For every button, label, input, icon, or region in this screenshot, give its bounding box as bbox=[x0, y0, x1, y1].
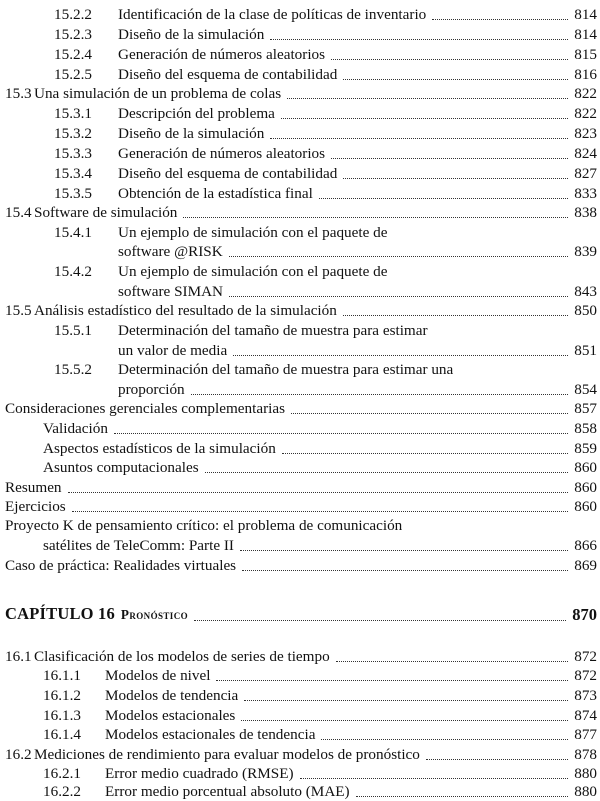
toc-entry bbox=[0, 203, 600, 222]
toc-entry bbox=[0, 5, 600, 24]
dot-leader bbox=[205, 472, 569, 473]
dot-leader bbox=[300, 778, 569, 779]
toc-entry-title: Validación bbox=[43, 420, 108, 437]
toc-entry-title: satélites de TeleComm: Parte II bbox=[43, 537, 234, 554]
toc-entry-title: Identificación de la clase de políticas de inventario bbox=[118, 6, 427, 23]
toc-entry-page: 872 bbox=[574, 648, 597, 665]
dot-leader bbox=[229, 296, 568, 297]
dot-leader bbox=[270, 39, 568, 40]
toc-entry bbox=[0, 686, 600, 705]
toc-entry-number: 15.4 bbox=[5, 204, 32, 221]
dot-leader bbox=[68, 492, 569, 493]
toc-entry-page: 860 bbox=[574, 459, 597, 476]
toc-entry-page: 833 bbox=[574, 185, 597, 202]
toc-entry-page: 878 bbox=[574, 746, 597, 763]
toc-entry-title: Ejercicios bbox=[5, 498, 66, 515]
dot-leader bbox=[72, 511, 568, 512]
toc-entry bbox=[0, 104, 600, 123]
toc-entry-page: 839 bbox=[574, 243, 597, 260]
toc-entry bbox=[0, 725, 600, 744]
toc-entry-title: Descripción del problema bbox=[118, 105, 275, 122]
dot-leader bbox=[331, 158, 568, 159]
toc-entry-page: 880 bbox=[574, 765, 597, 782]
toc-entry bbox=[0, 282, 600, 301]
toc-entry-title: Determinación del tamaño de muestra para estimar bbox=[118, 322, 428, 339]
dot-leader bbox=[244, 700, 568, 701]
toc-entry bbox=[0, 399, 600, 418]
toc-entry-number: 16.1.4 bbox=[43, 726, 81, 743]
dot-leader bbox=[291, 413, 568, 414]
dot-leader bbox=[331, 59, 568, 60]
toc-entry-title: Resumen bbox=[5, 479, 62, 496]
toc-entry-page: 860 bbox=[574, 479, 597, 496]
toc-entry-number: 16.2.2 bbox=[43, 783, 81, 800]
toc-entry bbox=[0, 262, 600, 281]
toc-entry-page: 851 bbox=[574, 342, 597, 359]
dot-leader bbox=[191, 394, 569, 395]
dot-leader bbox=[343, 178, 568, 179]
toc-entry-page: 869 bbox=[574, 557, 597, 574]
toc-entry-page: 858 bbox=[574, 420, 597, 437]
dot-leader bbox=[240, 550, 568, 551]
toc-entry bbox=[0, 45, 600, 64]
toc-entry-title: Un ejemplo de simulación con el paquete de bbox=[118, 263, 388, 280]
toc-entry bbox=[0, 419, 600, 438]
toc-entry-title: Mediciones de rendimiento para evaluar modelos de pronóstico bbox=[34, 746, 420, 763]
toc-entry-page: 823 bbox=[574, 125, 597, 142]
dot-leader bbox=[194, 620, 566, 621]
toc-entry bbox=[0, 516, 600, 535]
toc-entry-page: 872 bbox=[574, 667, 597, 684]
toc-entry bbox=[0, 144, 600, 163]
toc-entry-number: 15.3 bbox=[5, 85, 32, 102]
dot-leader bbox=[216, 680, 568, 681]
toc-entry bbox=[0, 184, 600, 203]
toc-entry bbox=[0, 764, 600, 783]
toc-entry-title: Consideraciones gerenciales complementarias bbox=[5, 400, 286, 417]
toc-entry-title: Modelos de tendencia bbox=[105, 687, 239, 704]
toc-entry-title: Modelos estacionales de tendencia bbox=[105, 726, 316, 743]
toc-entry bbox=[0, 25, 600, 44]
toc-entry-page: 866 bbox=[574, 537, 597, 554]
dot-leader bbox=[336, 661, 569, 662]
chapter-heading bbox=[0, 604, 600, 626]
toc-entry-page: 814 bbox=[574, 6, 597, 23]
toc-entry-page: 857 bbox=[574, 400, 597, 417]
chapter-title: Pronóstico bbox=[120, 607, 188, 622]
toc-entry bbox=[0, 647, 600, 666]
dot-leader bbox=[343, 79, 568, 80]
toc-entry-page: 850 bbox=[574, 302, 597, 319]
toc-entry-number: 15.4.1 bbox=[54, 224, 92, 241]
toc-entry-page: 816 bbox=[574, 66, 597, 83]
toc-entry-title: Generación de números aleatorios bbox=[118, 145, 326, 162]
toc-entry-page: 874 bbox=[574, 707, 597, 724]
toc-entry bbox=[0, 321, 600, 340]
toc-entry-title: software SIMAN bbox=[118, 283, 224, 300]
toc-entry-title: Obtención de la estadística final bbox=[118, 185, 313, 202]
dot-leader bbox=[321, 739, 568, 740]
toc-entry-number: 16.1.1 bbox=[43, 667, 81, 684]
toc-entry-page: 880 bbox=[574, 783, 597, 800]
toc-entry-title: Una simulación de un problema de colas bbox=[34, 85, 282, 102]
dot-leader bbox=[241, 720, 568, 721]
toc-entry-number: 15.3.4 bbox=[54, 165, 92, 182]
toc-entry-title: Diseño del esquema de contabilidad bbox=[118, 165, 338, 182]
toc-entry bbox=[0, 380, 600, 399]
toc-entry bbox=[0, 223, 600, 242]
toc-entry-title: Diseño del esquema de contabilidad bbox=[118, 66, 338, 83]
toc-entry-page: 860 bbox=[574, 498, 597, 515]
toc-entry bbox=[0, 360, 600, 379]
toc-entry-title: Aspectos estadísticos de la simulación bbox=[43, 440, 276, 457]
toc-entry bbox=[0, 242, 600, 261]
toc-entry-title: un valor de media bbox=[118, 342, 228, 359]
toc-entry-title: Diseño de la simulación bbox=[118, 125, 265, 142]
dot-leader bbox=[426, 759, 568, 760]
toc-entry-page: 815 bbox=[574, 46, 597, 63]
toc-entry-title: Asuntos computacionales bbox=[43, 459, 199, 476]
toc-entry-number: 15.5.2 bbox=[54, 361, 92, 378]
toc-entry-title: Diseño de la simulación bbox=[118, 26, 265, 43]
toc-entry bbox=[0, 341, 600, 360]
toc-entry-title: Modelos estacionales bbox=[105, 707, 236, 724]
dot-leader bbox=[233, 355, 568, 356]
toc-entry bbox=[0, 782, 600, 801]
toc-entry-page: 827 bbox=[574, 165, 597, 182]
toc-entry-title: Error medio cuadrado (RMSE) bbox=[105, 765, 294, 782]
toc-entry-number: 15.3.1 bbox=[54, 105, 92, 122]
toc-entry-title: Un ejemplo de simulación con el paquete de bbox=[118, 224, 388, 241]
toc-entry-number: 16.1.3 bbox=[43, 707, 81, 724]
dot-leader bbox=[281, 118, 568, 119]
toc-entry bbox=[0, 666, 600, 685]
toc-entry-number: 15.5.1 bbox=[54, 322, 92, 339]
toc-entry bbox=[0, 478, 600, 497]
toc-entry bbox=[0, 556, 600, 575]
toc-entry-number: 16.2 bbox=[5, 746, 32, 763]
toc-entry bbox=[0, 439, 600, 458]
toc-entry-number: 15.5 bbox=[5, 302, 32, 319]
dot-leader bbox=[282, 453, 568, 454]
toc-entry-title: Error medio porcentual absoluto (MAE) bbox=[105, 783, 350, 800]
toc-entry-number: 15.2.5 bbox=[54, 66, 92, 83]
toc-entry-page: 838 bbox=[574, 204, 597, 221]
toc-entry-page: 873 bbox=[574, 687, 597, 704]
dot-leader bbox=[432, 19, 568, 20]
toc-entry-number: 16.2.1 bbox=[43, 765, 81, 782]
dot-leader bbox=[270, 138, 568, 139]
chapter-page: 870 bbox=[572, 605, 597, 624]
dot-leader bbox=[229, 256, 569, 257]
dot-leader bbox=[319, 198, 568, 199]
toc-entry-page: 824 bbox=[574, 145, 597, 162]
toc-entry-number: 15.3.5 bbox=[54, 185, 92, 202]
dot-leader bbox=[242, 570, 568, 571]
toc-entry-page: 822 bbox=[574, 105, 597, 122]
toc-entry-page: 877 bbox=[574, 726, 597, 743]
toc-entry-page: 854 bbox=[574, 381, 597, 398]
toc-entry-title: Análisis estadístico del resultado de la simulación bbox=[34, 302, 337, 319]
toc-entry-page: 843 bbox=[574, 283, 597, 300]
toc-entry-number: 15.2.2 bbox=[54, 6, 92, 23]
chapter-label: CAPÍTULO 16 bbox=[5, 604, 115, 623]
toc-entry-number: 15.3.2 bbox=[54, 125, 92, 142]
toc-entry-title: Generación de números aleatorios bbox=[118, 46, 326, 63]
toc-entry-title: Determinación del tamaño de muestra para estimar una bbox=[118, 361, 454, 378]
dot-leader bbox=[343, 315, 568, 316]
toc-entry-title: Proyecto K de pensamiento crítico: el problema de comunicación bbox=[5, 517, 403, 534]
toc-entry bbox=[0, 706, 600, 725]
dot-leader bbox=[356, 796, 569, 797]
toc-entry bbox=[0, 164, 600, 183]
toc-entry-title: Modelos de nivel bbox=[105, 667, 211, 684]
toc-entry-number: 15.2.3 bbox=[54, 26, 92, 43]
toc-entry-title: Clasificación de los modelos de series de tiempo bbox=[34, 648, 330, 665]
toc-entry-page: 814 bbox=[574, 26, 597, 43]
toc-entry-title: proporción bbox=[118, 381, 185, 398]
toc-entry-page: 859 bbox=[574, 440, 597, 457]
toc-entry bbox=[0, 301, 600, 320]
toc-entry bbox=[0, 536, 600, 555]
toc-entry-title: Caso de práctica: Realidades virtuales bbox=[5, 557, 237, 574]
dot-leader bbox=[287, 98, 568, 99]
toc-entry-title: software @RISK bbox=[118, 243, 223, 260]
toc-entry bbox=[0, 497, 600, 516]
toc-entry bbox=[0, 124, 600, 143]
toc-entry-number: 15.2.4 bbox=[54, 46, 92, 63]
toc-entry-page: 822 bbox=[574, 85, 597, 102]
toc-entry-number: 15.4.2 bbox=[54, 263, 92, 280]
dot-leader bbox=[183, 217, 568, 218]
toc-entry bbox=[0, 84, 600, 103]
toc-entry bbox=[0, 745, 600, 764]
toc-entry bbox=[0, 458, 600, 477]
toc-entry-number: 15.3.3 bbox=[54, 145, 92, 162]
toc-entry-number: 16.1.2 bbox=[43, 687, 81, 704]
toc-entry-number: 16.1 bbox=[5, 648, 32, 665]
toc-entry-title: Software de simulación bbox=[34, 204, 178, 221]
dot-leader bbox=[114, 433, 568, 434]
toc-entry bbox=[0, 65, 600, 84]
